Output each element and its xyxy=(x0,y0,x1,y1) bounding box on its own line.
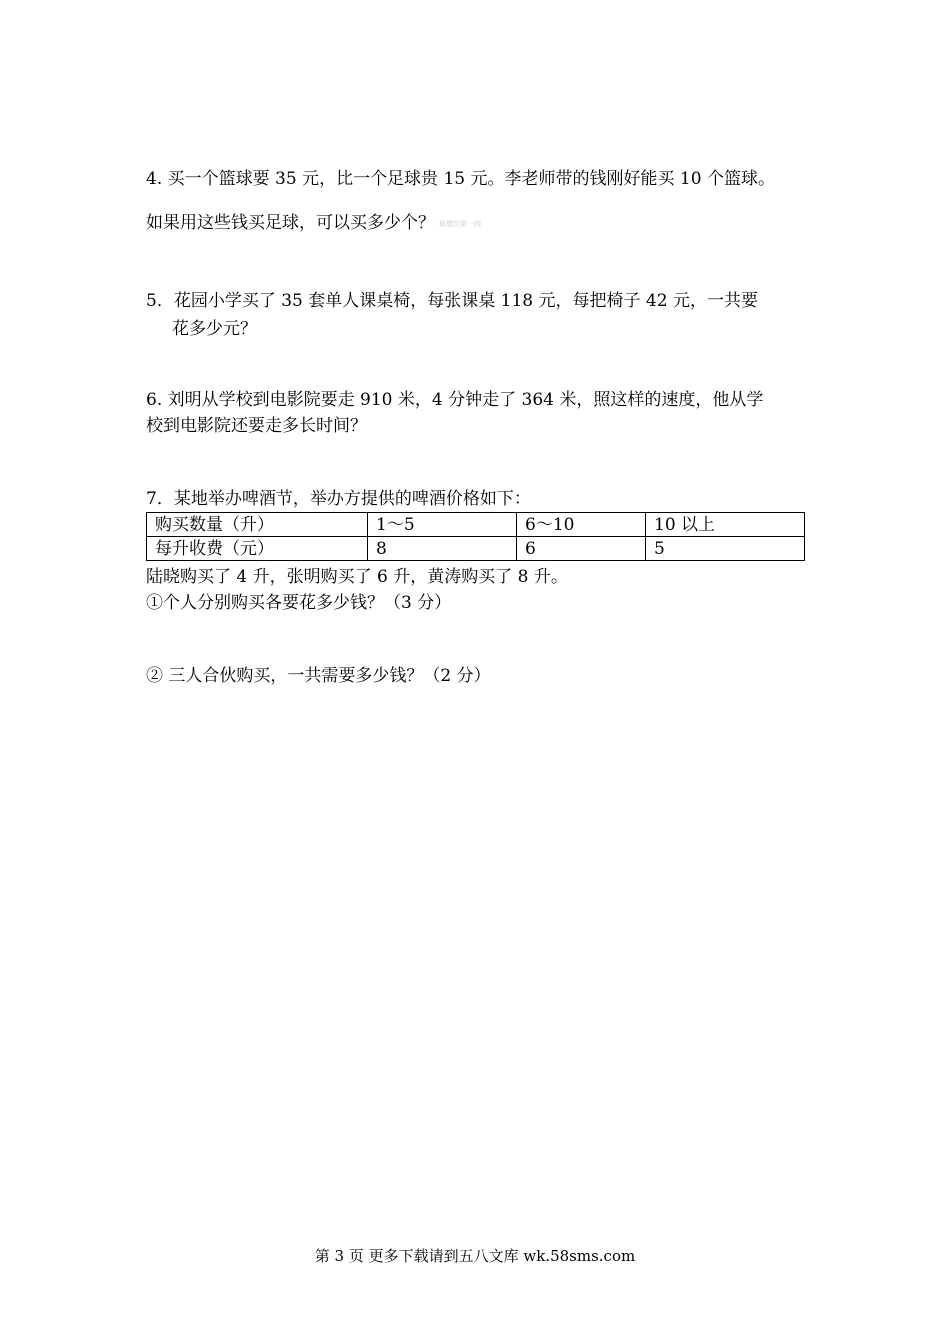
faint-watermark-text: 载德拉第一网 xyxy=(439,219,481,228)
table-row xyxy=(147,537,805,561)
table-row xyxy=(147,513,805,537)
table-cell: 10 以上 xyxy=(646,513,805,537)
question-6-line-2: 校到电影院还要走多长时间？ xyxy=(146,416,367,436)
question-7-sub-1: ①个人分别购买各要花多少钱？（3 分） xyxy=(146,593,452,613)
table-cell: 8 xyxy=(368,537,517,561)
question-5-line-2: 花多少元？ xyxy=(172,319,257,339)
question-4-text: 如果用这些钱买足球，可以买多少个？ xyxy=(146,213,435,233)
price-table xyxy=(146,512,805,561)
question-6-line-1: 6. 刘明从学校到电影院要走 910 米，4 分钟走了 364 米，照这样的速度，他从学 xyxy=(146,390,764,410)
question-4-line-1: 4. 买一个篮球要 35 元，比一个足球贵 15 元。李老师带的钱刚好能买 10 个篮球。 xyxy=(146,169,775,189)
table-cell: 5 xyxy=(646,537,805,561)
table-cell: 购买数量（升） xyxy=(147,513,368,537)
table-cell: 6～10 xyxy=(517,513,646,537)
question-5-line-1: 5．花园小学买了 35 套单人课桌椅，每张课桌 118 元，每把椅子 42 元，一共要 xyxy=(146,291,758,311)
question-7-intro: 7．某地举办啤酒节，举办方提供的啤酒价格如下： xyxy=(146,489,531,509)
table-cell: 1～5 xyxy=(368,513,517,537)
table-cell: 每升收费（元） xyxy=(147,537,368,561)
question-4-line-2 xyxy=(146,212,481,235)
question-7-sub-2: ② 三人合伙购买，一共需要多少钱？（2 分） xyxy=(146,666,491,686)
question-7-after-text: 陆晓购买了 4 升，张明购买了 6 升，黄涛购买了 8 升。 xyxy=(146,567,568,587)
page-footer: 第 3 页 更多下载请到五八文库 wk.58sms.com xyxy=(314,1247,636,1265)
table-cell: 6 xyxy=(517,537,646,561)
